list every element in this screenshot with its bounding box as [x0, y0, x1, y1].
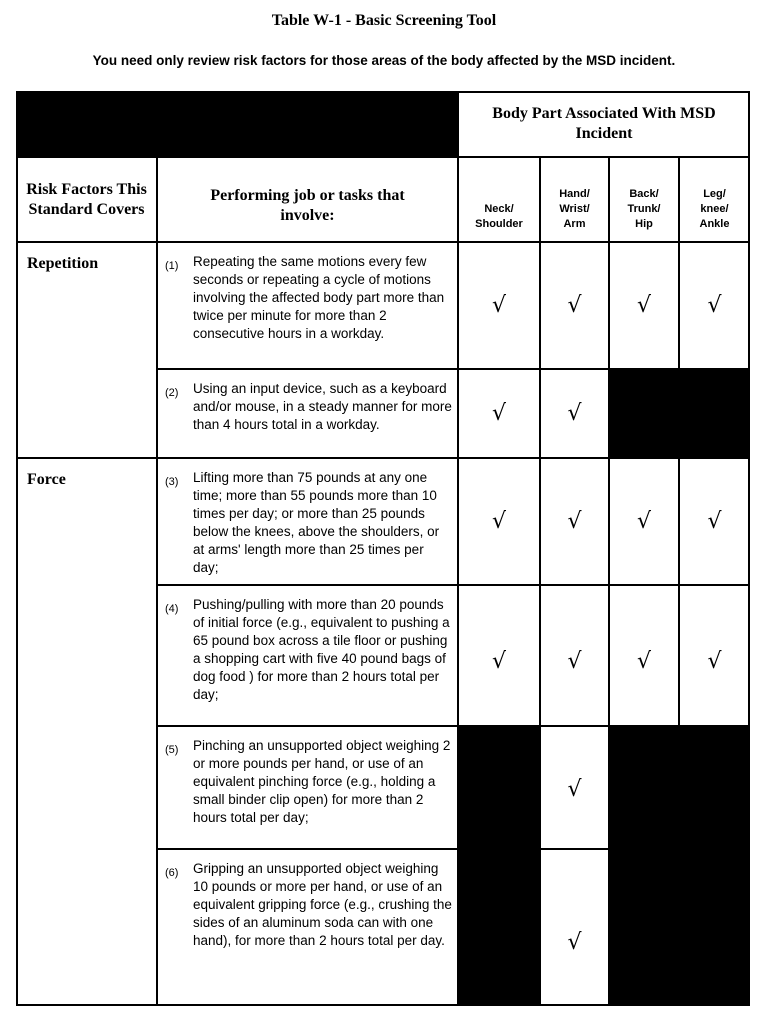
grid-line	[16, 156, 750, 158]
grid-line	[539, 157, 541, 1006]
table-border	[16, 91, 18, 1006]
grid-line	[16, 241, 750, 243]
check-mark: √	[707, 509, 722, 534]
task-text: Using an input device, such as a keyboard and/or mouse, in a steady manner for more than 4 hours total in a workday.	[193, 381, 452, 432]
body-part-hand-wrist-arm-header: Hand/ Wrist/ Arm	[559, 188, 590, 231]
header-black-band	[16, 91, 458, 157]
check-mark: √	[636, 648, 652, 674]
task-row-6	[157, 849, 458, 1006]
grid-line	[608, 157, 610, 1006]
factor-force: Force	[27, 471, 66, 488]
check-mark: √	[491, 293, 507, 318]
task-row-1	[157, 242, 458, 369]
grid-line	[157, 725, 750, 727]
page-subtitle: You need only review risk factors for those areas of the body affected by the MSD incident.	[92, 53, 676, 68]
grid-line	[157, 584, 750, 586]
grid-line	[157, 848, 609, 850]
grid-line	[157, 368, 750, 370]
task-number: (6)	[165, 867, 179, 879]
check-mark: √	[567, 930, 582, 955]
screening-table	[16, 91, 750, 1006]
check-mark: √	[636, 509, 652, 534]
grid-line	[156, 157, 158, 1006]
check-mark: √	[567, 401, 582, 426]
not-applicable-block	[609, 726, 750, 1006]
task-row-3	[157, 458, 458, 585]
check-mark: √	[567, 509, 582, 534]
task-number: (5)	[165, 744, 179, 756]
page-title: Table W-1 - Basic Screening Tool	[271, 12, 497, 29]
not-applicable-block	[458, 726, 540, 1006]
body-part-leg-knee-ankle-header: Leg/ knee/ Ankle	[699, 188, 730, 231]
check-mark: √	[636, 293, 652, 318]
task-number: (4)	[165, 603, 179, 615]
task-text: Pinching an unsupported object weighing 2 or more pounds per hand, or use of an equivalent pinching force (e.g., holding a small binder clip open) for more than 2 hours total per day;	[193, 738, 451, 825]
task-number: (3)	[165, 476, 179, 488]
table-border	[16, 91, 750, 93]
task-row-4	[157, 585, 458, 726]
body-part-group-header: Body Part Associated With MSD Incident	[492, 105, 716, 142]
task-number: (1)	[165, 260, 179, 272]
check-mark: √	[567, 293, 582, 318]
task-text: Gripping an unsupported object weighing 10 pounds or more per hand, or use of an equivalent gripping force (e.g., crushing the sides of an aluminum soda can with one hand), for more than 2 hours total per day.	[193, 861, 452, 948]
table-border	[16, 1004, 750, 1006]
factor-repetition: Repetition	[27, 255, 99, 272]
task-text: Pushing/pulling with more than 20 pounds of initial force (e.g., equivalent to pushing a 65 pound box across a tile floor or pushing a shopping cart with five 40 pound bags of dog food ) for more than 2 hours total per day;	[193, 597, 450, 702]
grid-line	[16, 457, 750, 459]
check-mark: √	[491, 509, 507, 534]
grid-line	[457, 91, 459, 1006]
task-text: Lifting more than 75 pounds at any one time; more than 55 pounds more than 10 times per day; or more than 25 pounds below the knees, above the shoulders, or at arms' length more than 25 times per day;	[193, 470, 440, 575]
body-part-back-trunk-hip-header: Back/ Trunk/ Hip	[627, 188, 661, 231]
check-mark: √	[491, 648, 507, 674]
body-part-neck-shoulder-header: Neck/ Shoulder	[475, 203, 523, 231]
check-mark: √	[567, 777, 582, 802]
task-number: (2)	[165, 387, 179, 399]
task-text: Repeating the same motions every few seconds or repeating a cycle of motions involving the affected body part more than twice per minute for more than 2 consecutive hours in a workday.	[193, 254, 445, 341]
risk-factors-header: Risk Factors This Standard Covers	[26, 180, 147, 218]
task-row-5	[157, 726, 458, 849]
task-row-2	[157, 369, 458, 458]
check-mark: √	[567, 648, 582, 674]
table-border	[748, 91, 750, 1006]
check-mark: √	[707, 648, 722, 674]
check-mark: √	[707, 293, 722, 318]
check-mark: √	[491, 401, 507, 426]
tasks-header: Performing job or tasks that involve:	[210, 186, 405, 224]
